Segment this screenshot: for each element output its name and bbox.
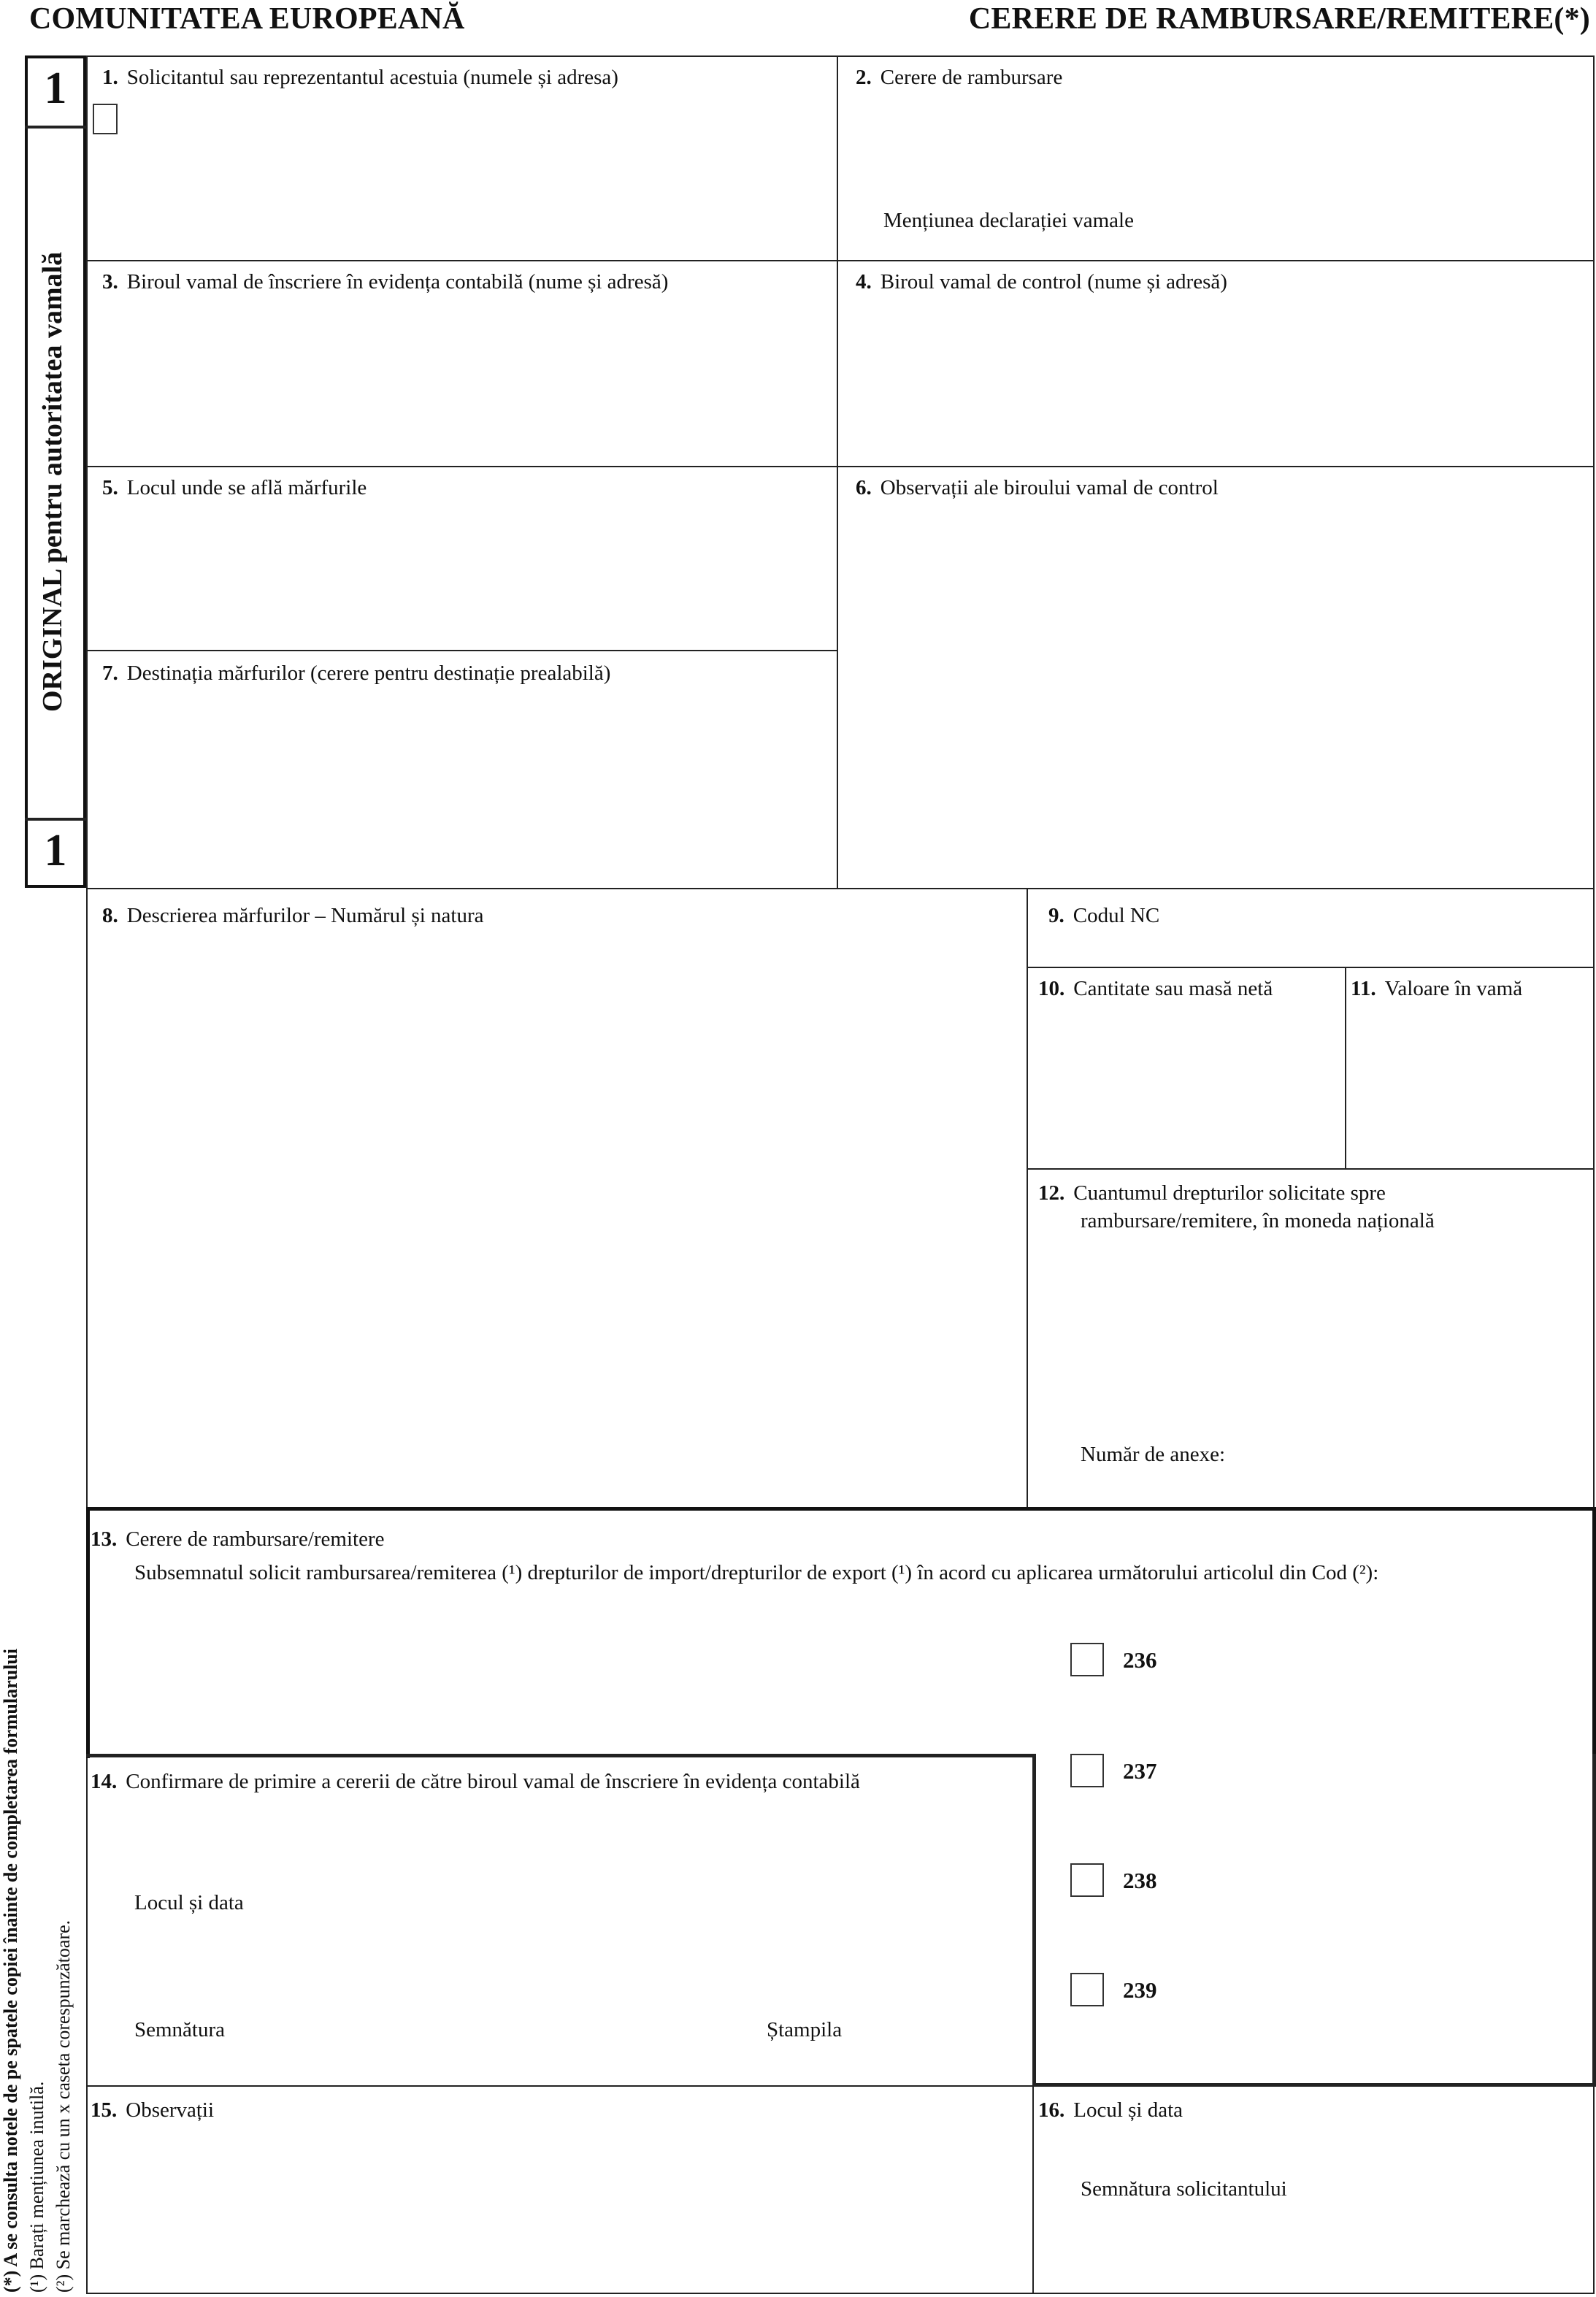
box-12-label-line2: rambursare/remitere, în moneda națională bbox=[1081, 1209, 1435, 1232]
frame-bottom bbox=[86, 2293, 1595, 2294]
box-12-annex-count: Număr de anexe: bbox=[1081, 1443, 1226, 1466]
box-13-column-bottom bbox=[1032, 2083, 1596, 2087]
box-16-applicant-signature: Semnătura solicitantului bbox=[1081, 2177, 1287, 2201]
box-13-column-right bbox=[1592, 1754, 1596, 2087]
box-1-representative-checkbox[interactable] bbox=[93, 104, 118, 134]
divider-11-12 bbox=[1027, 1168, 1595, 1170]
frame-left bbox=[86, 55, 88, 2294]
box-8-label: 8. Descrierea mărfurilor – Numărul și natura bbox=[102, 904, 484, 927]
footnote-star: (*) A se consulta notele de pe spatele copiei înainte de completarea formularului bbox=[0, 1649, 21, 2293]
copy-number-bottom: 1 bbox=[44, 826, 67, 875]
box-7-label: 7. Destinația mărfurilor (cerere pentru destinație prealabilă) bbox=[102, 662, 611, 685]
box-10-label: 10. Cantitate sau masă netă bbox=[1038, 977, 1273, 1000]
box-4-label: 4. Biroul vamal de control (nume și adresă) bbox=[856, 270, 1227, 294]
box-1-label: 1. Solicitantul sau reprezentantul acestuia (numele și adresa) bbox=[102, 66, 618, 89]
box-6-label: 6. Observații ale biroului vamal de control bbox=[856, 476, 1219, 499]
box-14-signature: Semnătura bbox=[134, 2018, 226, 2041]
article-239-checkbox[interactable] bbox=[1070, 1973, 1104, 2006]
row-divider-1 bbox=[86, 260, 1595, 261]
box-2-declaration-mention: Mențiunea declarației vamale bbox=[883, 209, 1134, 232]
form-title-right: CERERE DE RAMBURSARE/REMITERE(*) bbox=[968, 2, 1590, 36]
box-14-stamp: Ștampila bbox=[767, 2018, 843, 2041]
box-5-label: 5. Locul unde se află mărfurile bbox=[102, 476, 367, 499]
article-236-checkbox[interactable] bbox=[1070, 1643, 1104, 1676]
frame-top bbox=[86, 55, 1595, 57]
box-13-label: 13. Cerere de rambursare/remitere bbox=[91, 1527, 385, 1551]
sidebar-divider-top bbox=[25, 126, 86, 129]
box-9-label: 9. Codul NC bbox=[1048, 904, 1160, 927]
copy-number-top: 1 bbox=[44, 64, 67, 113]
form-title-left: COMUNITATEA EUROPEANĂ bbox=[29, 2, 465, 36]
box-11-label: 11. Valoare în vamă bbox=[1351, 977, 1523, 1000]
article-237-label: 237 bbox=[1123, 1758, 1157, 1784]
sidebar-divider-bottom bbox=[25, 818, 86, 821]
upper-column-divider bbox=[837, 55, 838, 888]
box-14-label: 14. Confirmare de primire a cererii de către biroul vamal de înscriere în evidența contabilă bbox=[91, 1770, 860, 1793]
article-238-label: 238 bbox=[1123, 1868, 1157, 1893]
footnote-2: (²) Se marchează cu un x caseta corespunzătoare. bbox=[53, 1920, 74, 2293]
divider-9-10 bbox=[1027, 967, 1595, 968]
row-divider-3 bbox=[86, 888, 1595, 889]
footnote-1: (¹) Barați mențiunea inutilă. bbox=[26, 2081, 47, 2293]
box-15-label: 15. Observații bbox=[91, 2098, 215, 2122]
box-13-bottom-left bbox=[86, 1754, 1035, 1757]
copy-vertical-title: ORIGINAL pentru autoritatea vamală bbox=[37, 251, 68, 712]
box-14-place-date: Locul și data bbox=[134, 1891, 244, 1914]
box-13-column-left bbox=[1032, 1754, 1036, 2087]
row-divider-2 bbox=[86, 466, 1595, 467]
row-divider-5-7 bbox=[86, 650, 838, 651]
box-13-statement: Subsemnatul solicit rambursarea/remiterea (¹) drepturilor de import/drepturilor de export (¹) în acord cu aplicarea următorului articolul din Cod (²): bbox=[134, 1561, 1379, 1584]
box-16-label: 16. Locul și data bbox=[1038, 2098, 1183, 2122]
middle-column-divider bbox=[1027, 888, 1028, 1508]
box-12-label: 12. Cuantumul drepturilor solicitate spre bbox=[1038, 1181, 1386, 1205]
article-237-checkbox[interactable] bbox=[1070, 1754, 1104, 1787]
divider-10-11 bbox=[1345, 967, 1346, 1170]
article-236-label: 236 bbox=[1123, 1647, 1157, 1673]
article-239-label: 239 bbox=[1123, 1977, 1157, 2003]
box-3-label: 3. Biroul vamal de înscriere în evidența contabilă (nume și adresă) bbox=[102, 270, 669, 294]
row-divider-14-15 bbox=[86, 2085, 1035, 2087]
article-238-checkbox[interactable] bbox=[1070, 1863, 1104, 1897]
divider-15-16 bbox=[1032, 2085, 1034, 2294]
box-2-label: 2. Cerere de rambursare bbox=[856, 66, 1063, 89]
